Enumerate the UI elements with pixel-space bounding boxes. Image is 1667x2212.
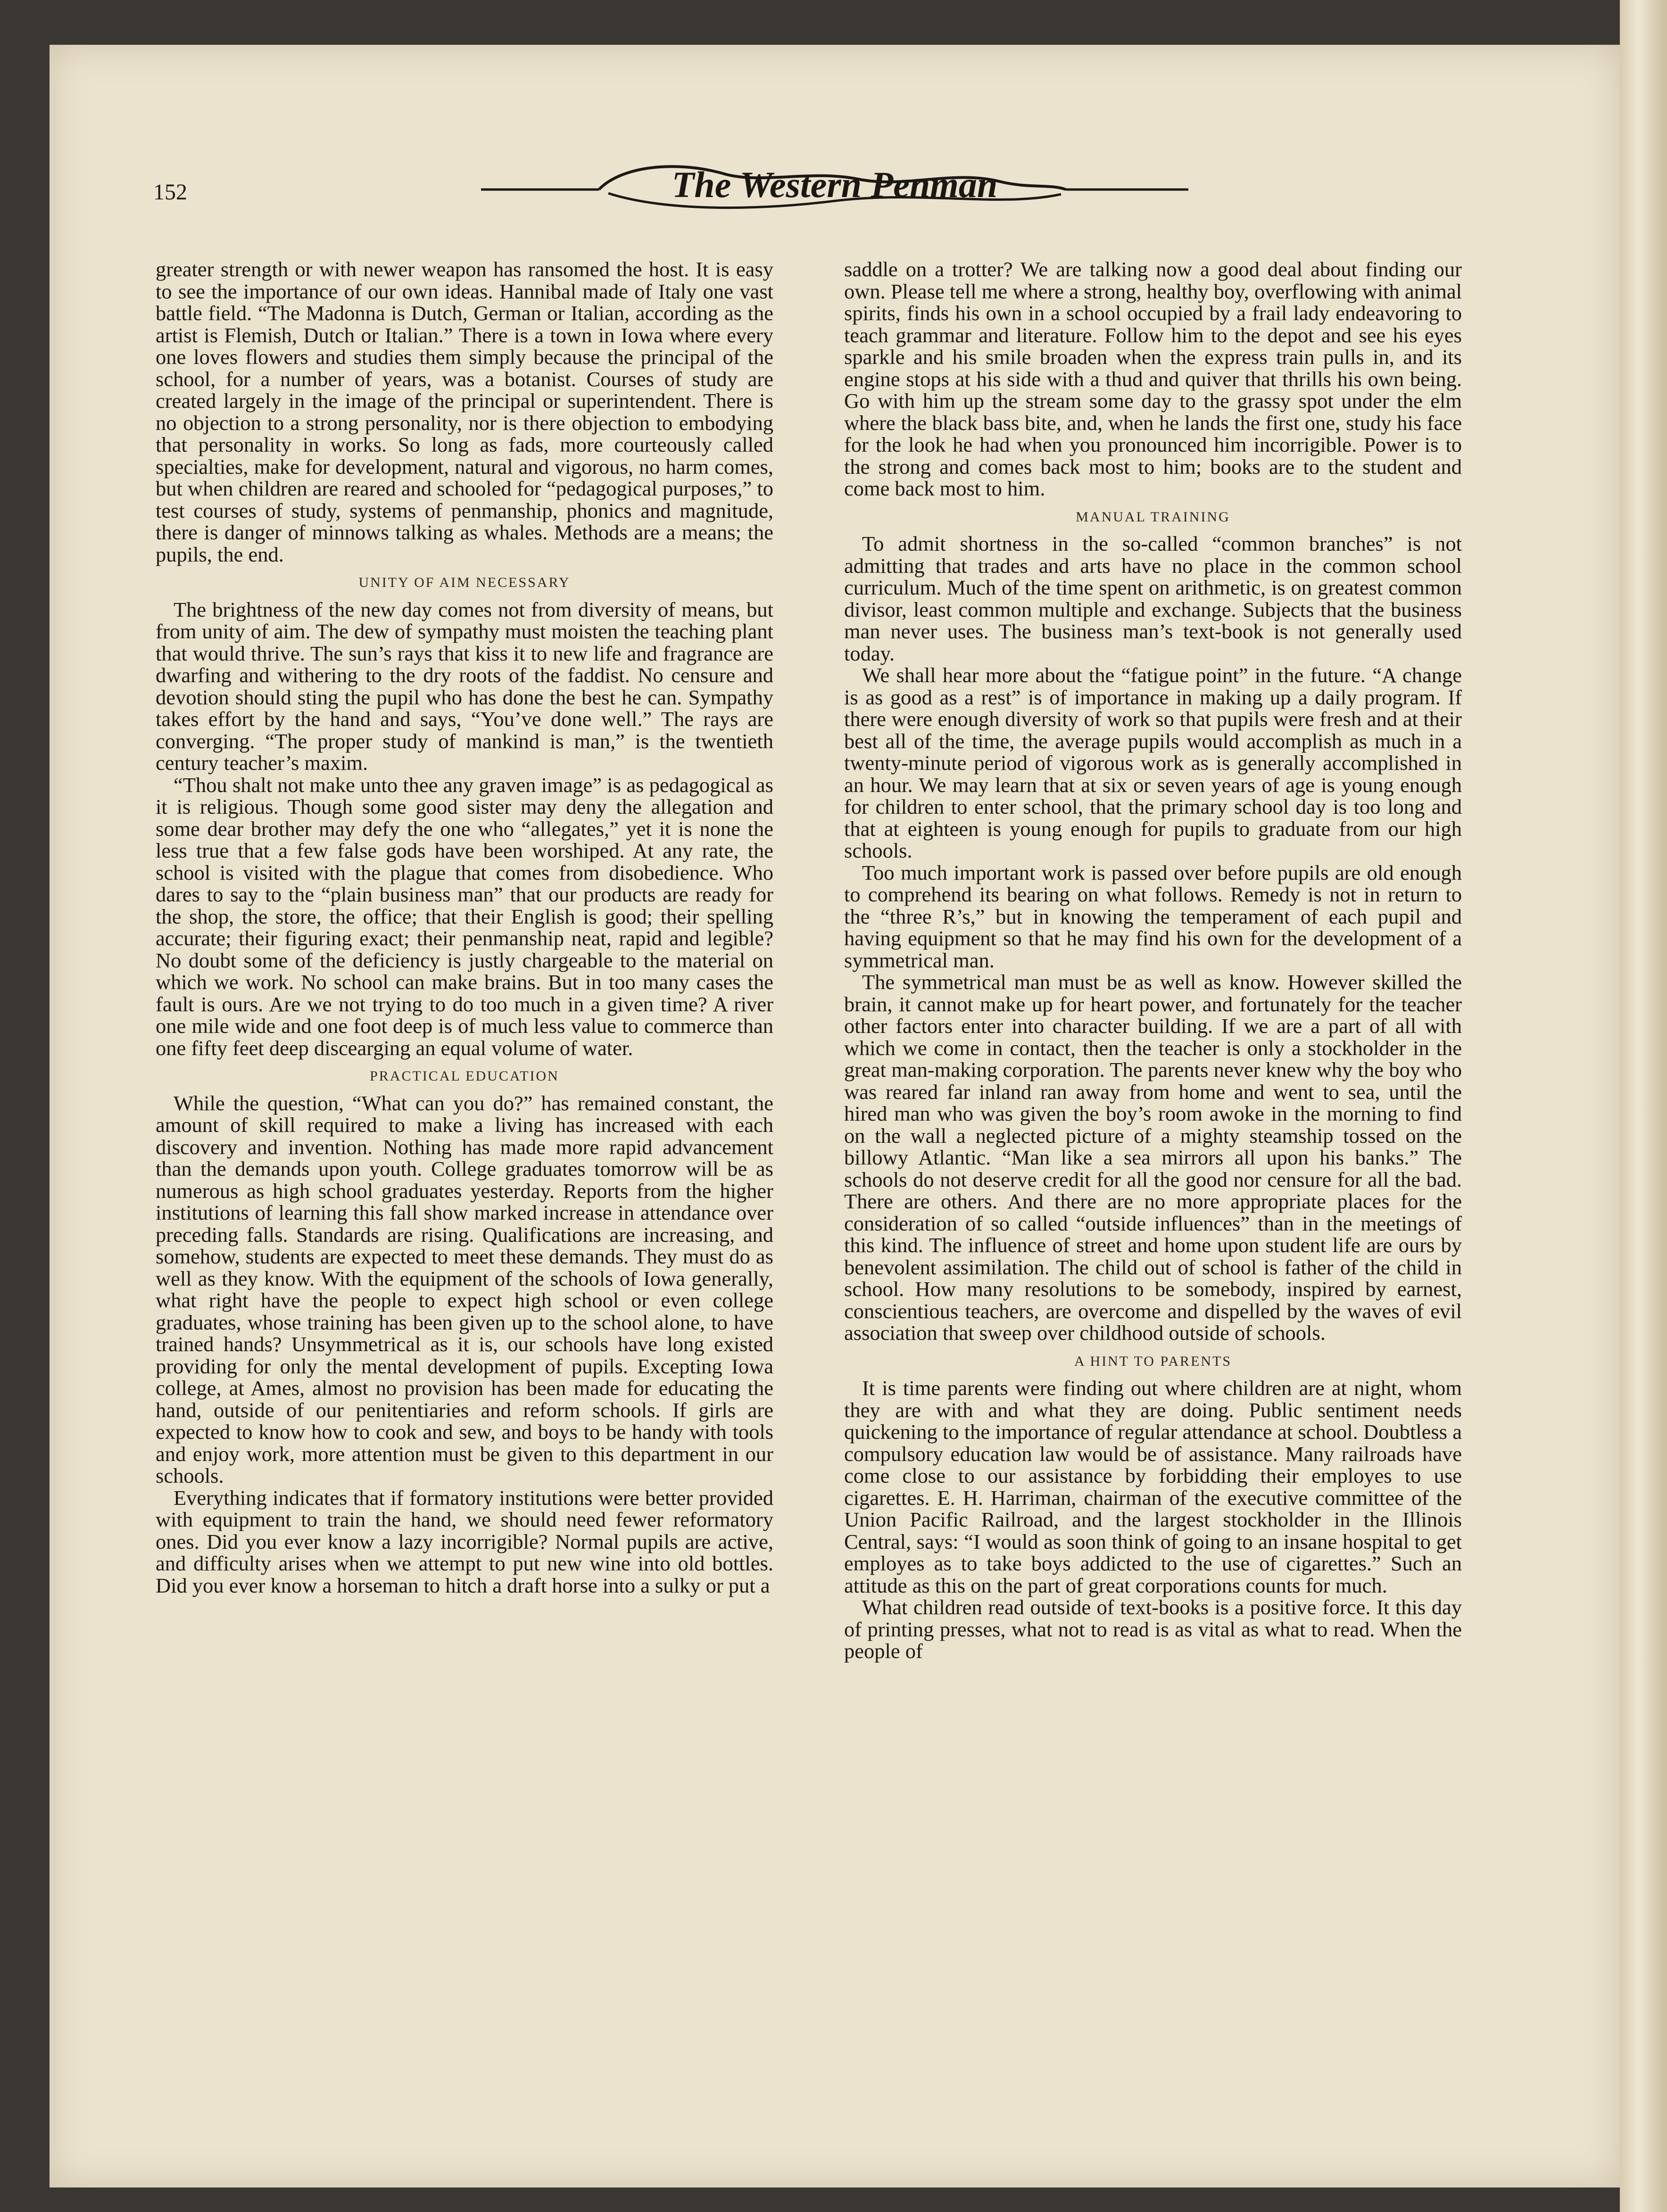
page-number: 152	[153, 180, 187, 205]
section-heading: MANUAL TRAINING	[1076, 509, 1230, 525]
paragraph: greater strength or with newer weapon has ransomed the host. It is easy to see the importance of our own ideas. Hannibal made of Italy one vast battle field. “The Madonna is Dutch, German or Italian, according as the artist is Flemish, Dutch or Italian.” There is a town in Iowa where every one loves flowers and studies them simply because the principal of the school, for a number of years, was a botanist. Courses of study are created largely in the image of the principal or superintendent. There is no objection to a strong personality, nor is there objection to embodying that personality in works. So long as fads, more courteously called specialties, make for development, natural and vigorous, no harm comes, but when children are reared and schooled for “pedagogical purposes,” to test courses of study, systems of penmanship, phonics and magnitude, there is danger of minnows talking as whales. Methods are a means; the pupils, the end.	[156, 257, 773, 566]
left-column	[156, 258, 773, 1596]
paragraph: Everything indicates that if formatory institutions were better provided with equipment to train the hand, we should need fewer reformatory ones. Did you ever know a lazy incorrigible? Normal pupils are active, and difficulty arises when we attempt to put new wine into old bottles. Did you ever know a horseman to hitch a draft horse into a sulky or put a	[156, 1486, 773, 1597]
paragraph: We shall hear more about the “fatigue point” in the future. “A change is as good as a rest” is of importance in making up a daily program. If there were enough diversity of work so that pupils were fresh and at their best all of the time, the average pupils would accomplish as much in a twenty-minute period of vigorous work as is generally accomplished in an hour. We may learn that at six or seven years of age is young enough for children to enter school, that the primary school day is too long and that at eighteen is young enough for pupils to graduate from our high schools.	[844, 663, 1462, 862]
paragraph: To admit shortness in the so-called “common branches” is not admitting that trades and arts have no place in the common school curriculum. Much of the time spent on arithmetic, is on greatest common divisor, least common multiple and exchange. Subjects that the business man never uses. The business man’s text-book is not generally used today.	[844, 532, 1462, 665]
masthead-title: The Western Penman	[672, 164, 998, 205]
right-column	[844, 258, 1462, 1662]
masthead-logo	[481, 156, 1188, 217]
paragraph: Too much important work is passed over before pupils are old enough to comprehend its bearing on what follows. Remedy is not in return to the “three R’s,” but in knowing the temperament of each pupil and having equipment so that he may find his own for the development of a symmetrical man.	[844, 860, 1462, 972]
paragraph: “Thou shalt not make unto thee any graven image” is as pedagogical as it is religious. Though some good sister may deny the allegation and some dear brother may defy the one who “allegates,” yet it is none the less true that a few false gods have been worshiped. At any rate, the school is visited with the plague that comes from disobedience. Who dares to say to the “plain business man” that our products are ready for the shop, the store, the office; that their English is good; their spelling accurate; their figuring exact; their penmanship neat, rapid and legible? No doubt some of the deficiency is justly chargeable to the material on which we work. No school can make brains. But in too many cases the fault is ours. Are we not trying to do too much in a given time? A river one mile wide and one foot deep is of much less value to commerce than one fifty feet deep discearging an equal volume of water.	[156, 773, 773, 1060]
paragraph: While the question, “What can you do?” has remained constant, the amount of skill required to make a living has increased with each discovery and invention. Nothing has made more rapid advancement than the demands upon youth. College graduates tomorrow will be as numerous as high school graduates yesterday. Reports from the higher institutions of learning this fall show marked increase in attendance over preceding falls. Standards are rising. Qualifications are increasing, and somehow, students are expected to meet these demands. They must do as well as they know. With the equipment of the schools of Iowa generally, what right have the people to expect high school or even college graduates, whose training has been given up to the school alone, to have trained hands? Unsymmetrical as it is, our schools have long existed providing for only the mental development of pupils. Excepting Iowa college, at Ames, almost no provision has been made for educating the hand, outside of our penitentiaries and reform schools. If girls are expected to know how to cook and sew, and boys to be handy with tools and enjoy work, more attention must be given to this department in our schools.	[156, 1091, 773, 1487]
section-heading: A HINT TO PARENTS	[1074, 1353, 1232, 1369]
section-heading: PRACTICAL EDUCATION	[370, 1068, 559, 1084]
paragraph: What children read outside of text-books is a positive force. It this day of printing presses, what not to read is as vital as what to read. When the people of	[844, 1595, 1462, 1663]
section-heading: UNITY OF AIM NECESSARY	[358, 575, 571, 590]
paragraph: saddle on a trotter? We are talking now a good deal about finding our own. Please tell me where a strong, healthy boy, overflowing with animal spirits, finds his own in a school occupied by a frail lady endeavoring to teach grammar and literature. Follow him to the depot and see his eyes sparkle and his smile broaden when the express train pulls in, and its engine stops at his side with a thud and quiver that thrills his own being. Go with him up the stream some day to the grassy spot under the elm where the black bass bite, and, when he lands the first one, study his face for the look he had when you pronounced him incorrigible. Power is to the strong and comes back most to him; books are to the student and come back most to him.	[844, 257, 1462, 500]
paragraph: The brightness of the new day comes not from diversity of means, but from unity of aim. The dew of sympathy must moisten the teaching plant that would thrive. The sun’s rays that kiss it to new life and fragrance are dwarfing and withering to the dry roots of the faddist. No censure and devotion should sting the pupil who has done the best he can. Sympathy takes effort by the hand and says, “You’ve done well.” The rays are converging. “The proper study of mankind is man,” is the twentieth century teacher’s maxim.	[156, 597, 773, 775]
page-edge	[1620, 0, 1667, 2212]
paragraph: The symmetrical man must be as well as know. However skilled the brain, it cannot make up for heart power, and fortunately for the teacher other factors enter into character building. If we are a part of all with which we come in contact, then the teacher is only a stockholder in the great man-making corporation. The parents never knew why the boy who was reared far inland ran away from home and went to sea, until the hired man who was given the boy’s room awoke in the morning to find on the wall a neglected picture of a mighty steamship tossed on the billowy Atlantic. “Man like a sea mirrors all upon his banks.” The schools do not deserve credit for all the good nor censure for all the bad. There are others. And there are no more appropriate places for the consideration of so called “outside influences” than in the meetings of this kind. The influence of street and home upon student life are ours by benevolent assimilation. The child out of school is father of the child in school. How many resolutions to be somebody, inspired by earnest, conscientious teachers, are overcome and dispelled by the waves of evil association that sweep over childhood outside of schools.	[844, 970, 1462, 1345]
paragraph: It is time parents were finding out where children are at night, whom they are with and what they are doing. Public sentiment needs quickening to the importance of regular attendance at school. Doubtless a compulsory education law would be of assistance. Many railroads have come close to our assistance by forbidding their employes to use cigarettes. E. H. Harriman, chairman of the executive committee of the Union Pacific Railroad, and the largest stockholder in the Illinois Central, says: “I would as soon think of going to an insane hospital to get employes as to take boys addicted to the use of cigarettes.” Such an attitude as this on the part of great corporations counts for much.	[844, 1376, 1462, 1597]
